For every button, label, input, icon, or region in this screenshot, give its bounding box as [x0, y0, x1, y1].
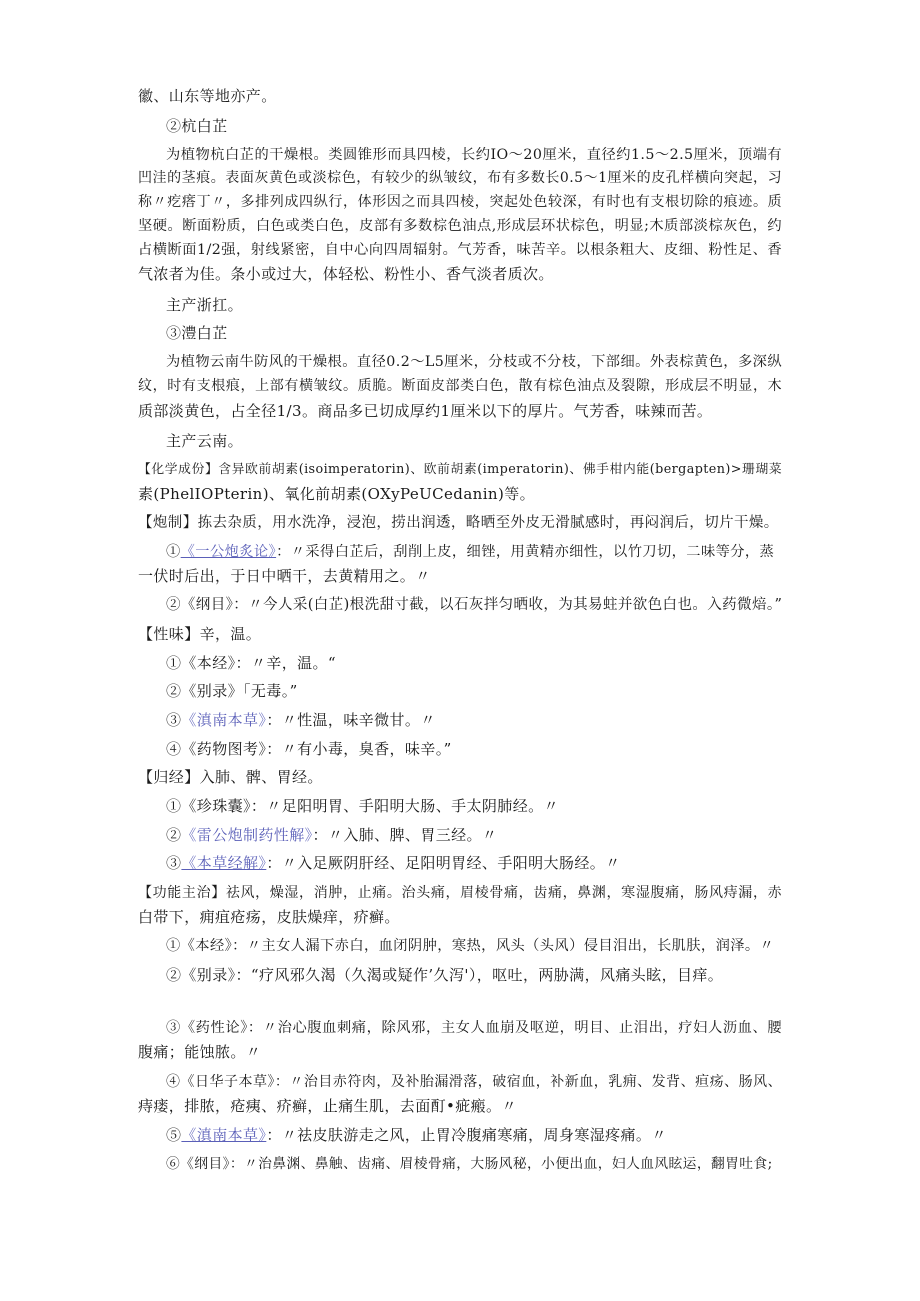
item-number: ① [166, 544, 181, 560]
text-line: ①《珍珠囊》：〃足阳明胃、手阳明大肠、手太阴肺经。〃 [166, 797, 559, 815]
text-line: 凹洼的茎痕。表面灰黄色或淡棕色，有较少的纵皱纹，布有多数长0.5～1厘米的皮孔样横向突起，习 [138, 170, 782, 186]
text-line: ③《药性论》：〃治心腹血刺痛，除风邪，主女人血崩及呕逆，明目、止泪出，疗妇人沥血、腰 [166, 1020, 782, 1036]
item-number: ③ [166, 711, 182, 729]
link-leigong-paozhi-lun[interactable]: 《一公炮炙论》 [180, 544, 277, 560]
section-chemical-components: 【化学成份】含异欧前胡素(isoimperatorin)、欧前胡素(imperatorin)、佛手柑内能(bergapten)>珊瑚菜 [138, 462, 782, 477]
text-line: 白带下，痈疽疮疡，皮肤燥痒，疥癣。 [138, 908, 400, 926]
text-line: ②《别录》：“疗风邪久渴（久渴或疑作’久泻'），呕吐，两胁满，风痛头眩，目痒。 [166, 966, 724, 984]
text-line [166, 853, 621, 873]
text-line: ②《纲目》：〃今人采(白芷)根洗甜寸截，以石灰拌匀晒收，为其易蛀并欲色白也。入药微焙。” [166, 597, 783, 613]
text-line: 纹，时有支根痕，上部有横皱纹。质脆。断面皮部类白色，散有棕色油点及裂隙，形成层不明显，木 [138, 378, 782, 394]
text-line: 为植物云南牛防风的干燥根。直径0.2～L5厘米，分枝或不分枝，下部细。外表棕黄色，多深纵 [166, 354, 782, 370]
quote-text: ：〃入肺、脾、胃三经。〃 [312, 826, 498, 844]
text-line: 腹痛；能蚀脓。〃 [138, 1043, 262, 1061]
text-line [166, 542, 774, 562]
quote-text: ：〃采得白芷后，刮削上皮，细锉，用黄精亦细性，以竹刀切，二味等分，蒸 [276, 544, 775, 560]
text-line: 质部淡黄色，占全径1/3。商品多已切成厚约1厘米以下的厚片。气芳香，味辣而苦。 [138, 402, 713, 420]
item-number: ② [166, 826, 182, 844]
text-line [166, 1125, 667, 1145]
section-meridian: 【归经】入肺、髀、胃经。 [138, 768, 323, 786]
link-diannan-bencao[interactable]: 《滇南本草》 [181, 711, 267, 729]
item-number: ③ [166, 854, 182, 872]
text-line: 徽、山东等地亦产。 [138, 87, 277, 105]
text-line: 气浓者为佳。条小或过大，体轻松、粉性小、香气淡者质次。 [138, 265, 554, 283]
text-line: 一伏时后出，于日中晒干，去黄精用之。〃 [138, 567, 431, 585]
text-line: ①《本经》：〃辛，温。“ [166, 654, 336, 672]
quote-text: ：〃祛皮肤游走之风，止胃冷腹痛寒痛，周身寒湿疼痛。〃 [266, 1126, 667, 1144]
subheading-li-baizhi: ③澧白芷 [166, 324, 228, 342]
text-line [166, 710, 436, 730]
text-line: ②《别录》「无毒。” [166, 682, 298, 700]
item-number: ⑤ [166, 1126, 182, 1144]
link-diannan-bencao-2[interactable]: 《滇南本草》 [181, 1126, 267, 1144]
subheading-hang-baizhi: ②杭白芷 [166, 117, 228, 135]
text-line: 素(PhelIOPterin)、氧化前胡素(OXyPeUCedanin)等。 [138, 485, 536, 503]
text-line: ④《药物图考》：〃有小毒，臭香，味辛。” [166, 740, 452, 758]
text-line: ④《日华子本草》：〃治目赤符肉，及补胎漏滑落，破宿血，补新血，乳痈、发背、疸疡、肠风、 [166, 1074, 782, 1090]
text-line: 痔瘘，排脓，疮痍、疥癣，止痛生肌，去面酊•疵瘢。〃 [138, 1097, 517, 1115]
quote-text: ：〃性温，味辛微甘。〃 [266, 711, 436, 729]
text-line: 主产云南。 [166, 432, 244, 450]
text-line: 主产浙扛。 [166, 296, 244, 314]
section-processing: 【炮制】拣去杂质，用水洗净，浸泡，捞出润透，略晒至外皮无滑腻感时，再闷润后，切片干燥。 [138, 515, 779, 531]
link-leigong-paozhi-yaoxingjie[interactable]: 《雷公炮制药性解》 [181, 826, 313, 844]
text-line: 占横断面1/2强，射线紧密，自中心向四周辐射。气芳香，味苦辛。以根条粗大、皮细、粉性足、香 [138, 242, 782, 258]
link-bencao-jingjie[interactable]: 《本草经解》 [181, 854, 267, 872]
text-line: 为植物杭白芷的干燥根。类圆锥形而具四棱，长约IO～20厘米，直径约1.5～2.5厘米，顶端有 [166, 147, 782, 163]
quote-text: ：〃入足厥阴肝经、足阳明胃经、手阳明大肠经。〃 [266, 854, 621, 872]
text-line: 坚硬。断面粉质，白色或类白色，皮部有多数棕色油点,形成层环状棕色，明显;木质部淡棕灰色，约 [138, 218, 782, 234]
text-line [166, 825, 497, 845]
section-nature-taste: 【性味】辛，温。 [138, 625, 262, 643]
text-line: ⑥《纲目》：〃治鼻渊、鼻触、齿痛、眉棱骨痛，大肠风秘，小便出血，妇人血风眩运，翻胃吐食; [166, 1156, 773, 1172]
section-functions: 【功能主治】祛风，燥湿，消肿，止痛。治头痛，眉棱骨痛，齿痛，鼻渊，寒湿腹痛，肠风痔漏，赤 [138, 885, 782, 901]
text-line: ①《本经》：〃主女人漏下赤白，血闭阴肿，寒热，风头（头风）侵目泪出，长肌肤，润泽。〃 [166, 938, 775, 954]
text-line: 称〃疙瘩丁〃，多排列成四纵行，体形因之而具四棱，突起处色较深，有时也有支根切除的痕迹。质 [138, 194, 782, 210]
